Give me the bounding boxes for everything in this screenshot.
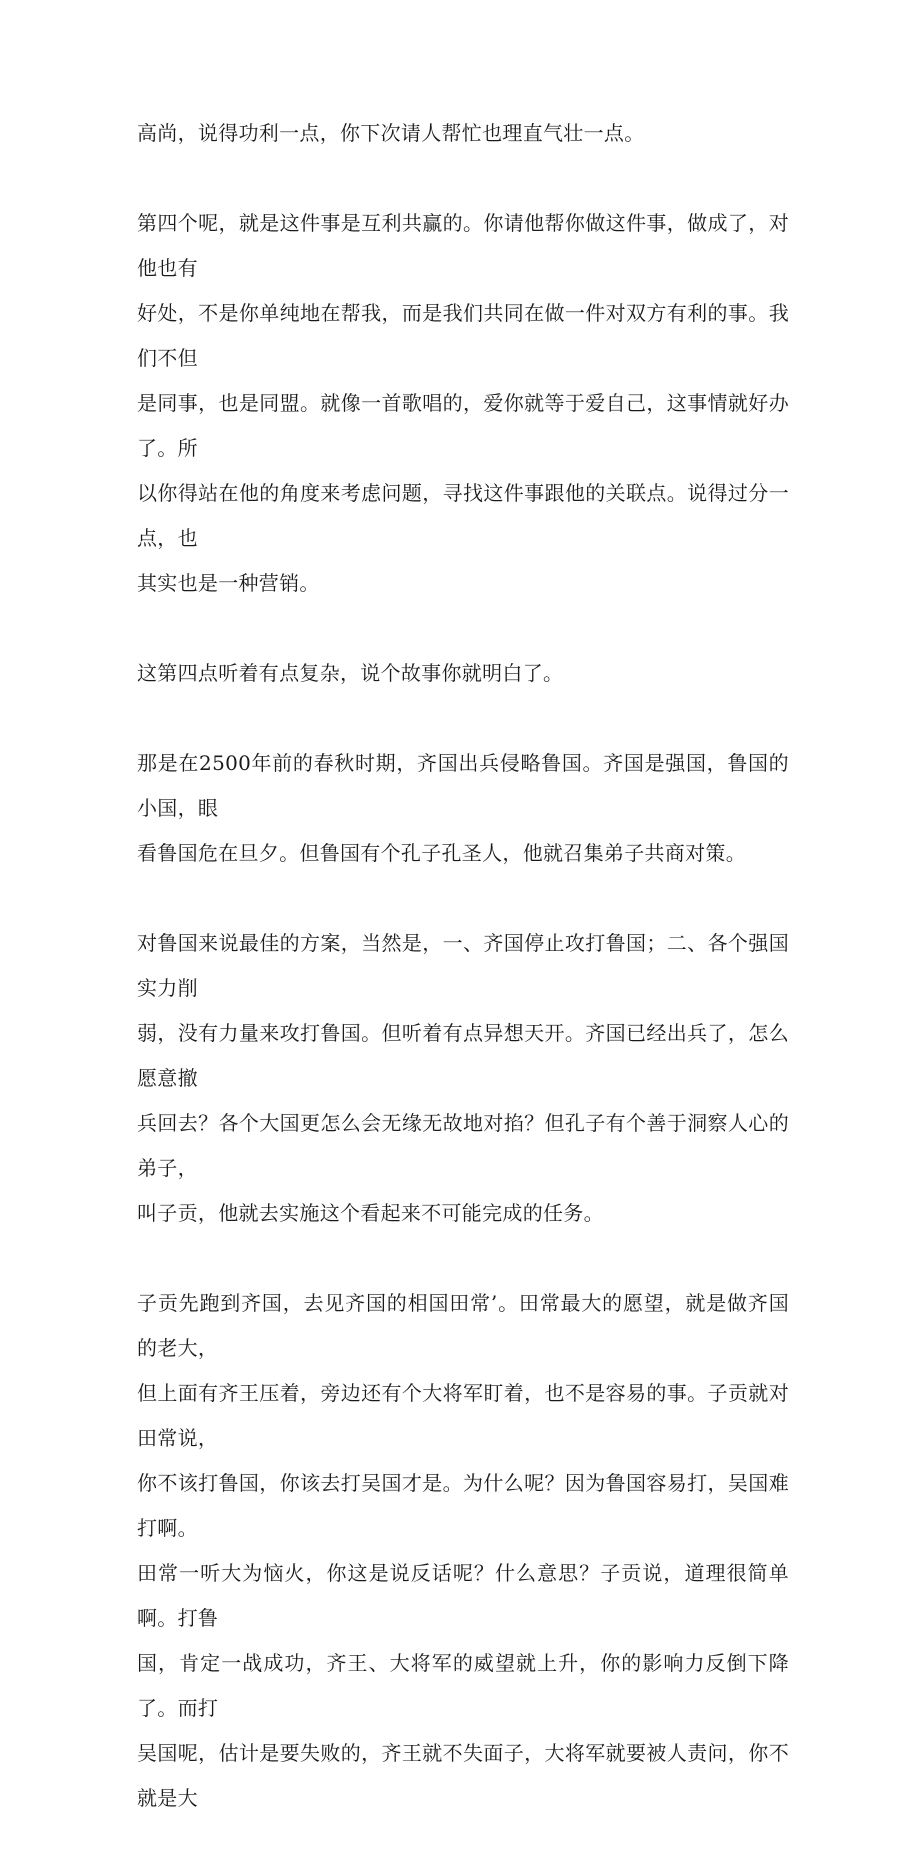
paragraph-5: 对鲁国来说最佳的方案，当然是，一、齐国停止攻打鲁国；二、各个强国实力削 弱，没有力量来攻打鲁国。但听着有点异想天开。齐国已经出兵了，怎么愿意撤 兵回去？各个大国更怎么会无缘无故地对掐？但孔子有个善于洞察人心的弟子， 叫子贡，他就去实施这个看起来不可能完成的任务。 bbox=[137, 931, 789, 1225]
paragraph-2: 第四个呢，就是这件事是互利共赢的。你请他帮你做这件事，做成了，对他也有 好处，不是你单纯地在帮我，而是我们共同在做一件对双方有利的事。我们不但 是同事，也是同盟。就像一首歌唱的，爱你就等于爱自己，这事情就好办了。所 以你得站在他的角度来考虑问题，寻找这件事跟他的关联点。说得过分一点，也 其实也是一种营销。 bbox=[137, 211, 789, 595]
paragraph-1: 高尚，说得功利一点，你下次请人帮忙也理直气壮一点。 bbox=[137, 121, 645, 145]
paragraph-3: 这第四点听着有点复杂，说个故事你就明白了。 bbox=[137, 661, 564, 685]
document-body bbox=[137, 111, 789, 1866]
paragraph-4: 那是在2500年前的春秋时期，齐国出兵侵略鲁国。齐国是强国，鲁国的小国，眼 看鲁国危在旦夕。但鲁国有个孔子孔圣人，他就召集弟子共商对策。 bbox=[137, 751, 789, 865]
paragraph-6: 子贡先跑到齐国，去见齐国的相国田常’。田常最大的愿望，就是做齐国的老大， 但上面有齐王压着，旁边还有个大将军盯着，也不是容易的事。子贡就对田常说， 你不该打鲁国，你该去打吴国才是。为什么呢？因为鲁国容易打，吴国难打啊。 田常一听大为恼火，你这是说反话呢？什么意思？子贡说，道理很简单啊。打鲁 国，肯定一战成功，齐王、大将军的威望就上升，你的影响力反倒下降了。而打 吴国呢，估计是要失败的，齐王就不失面子，大将军就要被人责问，你不就是大 bbox=[137, 1291, 789, 1810]
